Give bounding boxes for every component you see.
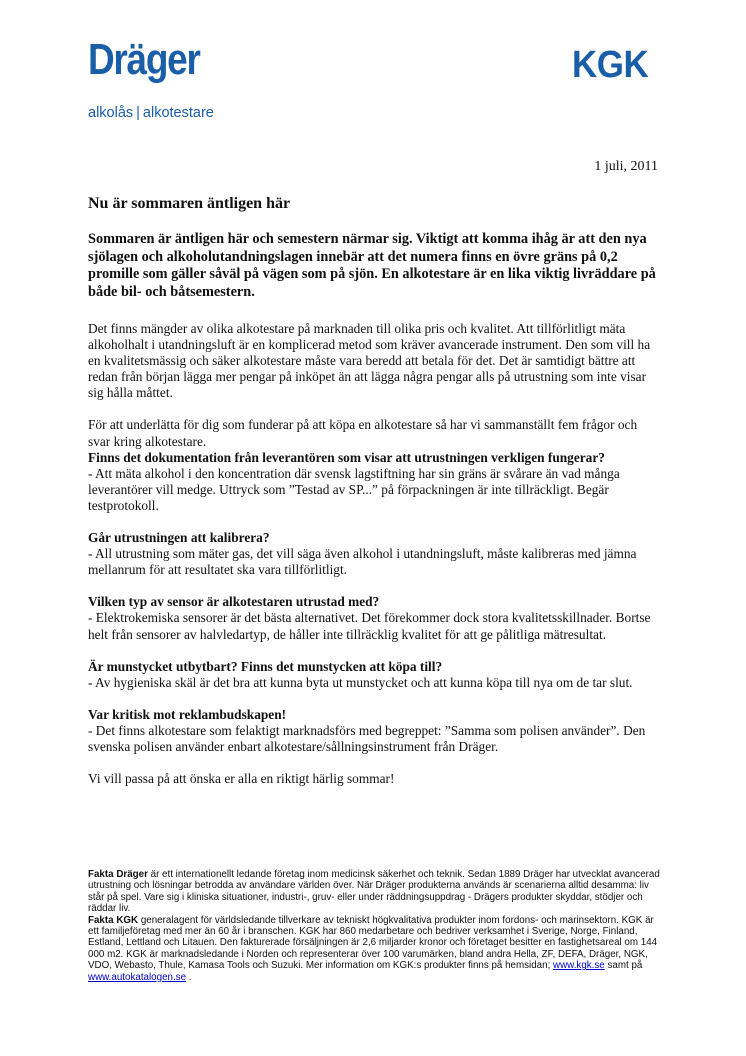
facts-drager [88,869,663,915]
qa-section-4 [88,659,660,691]
drager-logo: Dräger [88,35,200,84]
qa-section-1 [88,417,660,514]
facts-kgk-text: generalagent för världsledande tillverkare av tekniskt högkvalitativa produkter inom fordons- och marinsektorn. KGK är ett familjeföretag med mer än 60 år i branschen. KGK har 860 medarbetare och bedriver verksamhet i Sverige, Norge, Finland, Estland, Lettland och Litauen. Den fakturerade försäljningen är 2,6 miljarder kronor och företaget besitter en fastighetsareal om 144 000 m2. KGK är marknadsledande i Norden och representerar över 100 varumärken, bland andra Hella, ZF, DEFA, Dräger, NGK, VDO, Webasto, Thule, Kamasa Tools och Suzuki. Mer information om KGK:s produkter finns på hemsidan; [88,914,658,972]
article-body [88,231,660,787]
answer-1: - Att mäta alkohol i den koncentration där svensk lagstiftning har sin gräns är svårare än vad många leverantörer vill medge. Uttryck som ”Testad av SP...” på förpackningen är inte tillräckligt. Begär testprotokoll. [88,465,620,513]
intro-paragraph-2: För att underlätta för dig som funderar på att köpa en alkotestare så har vi sammanställt fem frågor och svar kring alkotestare. [88,417,638,449]
facts-kgk-label: Fakta KGK [88,914,139,926]
question-1: Finns det dokumentation från leverantören som visar att utrustningen verkligen fungerar? [88,449,605,465]
qa-section-3 [88,594,660,642]
intro-paragraph: Det finns mängder av olika alkotestare på marknaden till olika pris och kvalitet. Att tillförlitligt mäta alkoholhalt i utandningsluft är en komplicerad metod som kräver avancerade instrument. Den som vill ha en kvalitetsmässig och säker alkotestare måste vara beredd att betala för det. Det är samtidigt bättre att redan från början lägga mer pengar på inköpet än att lägga några pengar alls på utrustning som inte visar sig hålla måttet. [88,321,651,401]
answer-2: - All utrustning som mäter gas, det vill säga även alkohol i utandningsluft, måste kalibreras med jämna mellanrum för att resultatet ska vara tillförlitligt. [88,546,637,578]
link-autokatalogen-website[interactable]: www.autokatalogen.se [88,971,187,983]
qa-section-5 [88,707,660,755]
facts-drager-text: är ett internationellt ledande företag inom medicinsk säkerhet och teknik. Sedan 1889 Dräger har utvecklat avancerad utrustning och lösningar betrodda av användare världen över. När Dräger produkterna används är scenarierna alltid desamma: liv står på spel. Vare sig i kliniska situationer, industri-, gruv- eller under räddningsuppdrag - Drägers produkter skyddar, stödjer och räddar liv. [88,869,660,915]
tagline-alkolas: alkolås [88,105,134,121]
facts-end: . [186,971,192,983]
page-title: Nu är sommaren äntligen här [88,195,291,212]
answer-5: - Det finns alkotestare som felaktigt marknadsförs med begreppet: ”Samma som polisen använder”. Den svenska polisen använder enbart alkotestare/sållningsinstrument från Dräger. [88,722,646,754]
question-4: Är munstycket utbytbart? Finns det munstycken att köpa till? [88,658,443,674]
tagline-alkotestare: alkotestare [142,105,214,121]
document-date: 1 juli, 2011 [594,159,658,174]
facts-link-connector: samt på [604,960,643,972]
kgk-logo: KGK [572,44,649,86]
link-kgk-website[interactable]: www.kgk.se [553,960,605,972]
drager-logo-tagline [88,105,214,121]
facts-drager-label: Fakta Dräger [88,869,148,880]
answer-3: - Elektrokemiska sensorer är det bästa alternativet. Det förekommer dock stora kvalitetsskillnader. Bortse helt från sensorer av halvledartyp, de håller inte tillräcklig kvalitet för att ge pålitliga mätresultat. [88,610,651,642]
answer-4: - Av hygieniska skäl är det bra att kunna byta ut munstycket och att kunna köpa till nya om de tar slut. [88,674,633,690]
lead-paragraph: Sommaren är äntligen här och semestern närmar sig. Viktigt att komma ihåg är att den nya sjölagen och alkoholutandningslagen innebär att det numera finns en övre gräns på 0,2 promille som gäller såväl på vägen som på sjön. En alkotestare är en lika viktig livräddare på både bil- och båtsemestern. [88,231,656,300]
facts-kgk [88,915,663,983]
company-facts [88,869,663,983]
question-2: Går utrustningen att kalibrera? [88,530,270,546]
question-5: Var kritisk mot reklambudskapen! [88,706,287,722]
closing-line: Vi vill passa på att önska er alla en riktigt härlig sommar! [88,771,395,787]
qa-section-2 [88,530,660,578]
question-3: Vilken typ av sensor är alkotestaren utrustad med? [88,594,380,610]
tagline-separator: | [136,105,140,121]
